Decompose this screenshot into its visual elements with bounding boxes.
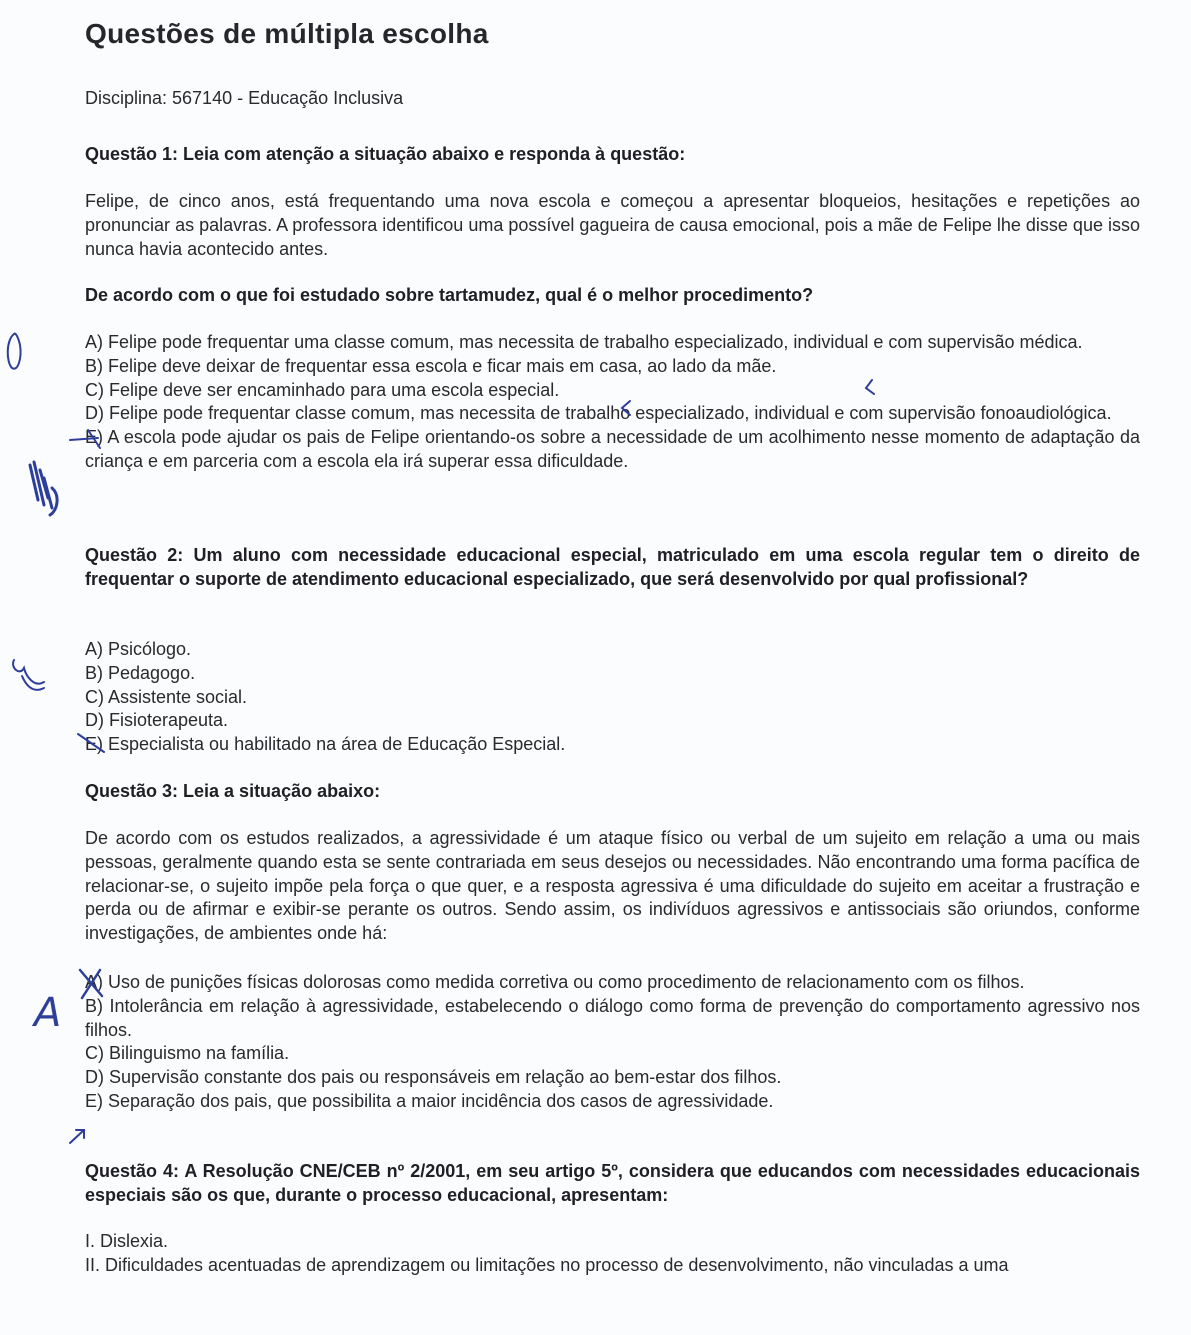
arrow-mark — [70, 1130, 84, 1143]
question-3-text: De acordo com os estudos realizados, a agressividade é um ataque físico ou verbal de um sujeito em relação a uma ou mais pessoas, geralmente quando esta se sente contrariada em seus desejos ou necessidades. Não encontrando uma forma pacífica de relacionar-se, o sujeito impõe pela força o que quer, e a resposta agressiva é uma dificuldade do sujeito em aceitar a frustração e perda ou de afirmar e exibir-se perante os outros. Sendo assim, os indivíduos agressivos e antissociais são oriundos, conforme investigações, de ambientes onde há: — [85, 828, 1140, 944]
option-d: D) Fisioterapeuta. — [85, 710, 229, 731]
option-b: B) Intolerância em relação à agressividade, estabelecendo o diálogo como forma de prevenção do comportamento agressivo nos filhos. — [85, 995, 1140, 1040]
option-e: E) Separação dos pais, que possibilita a maior incidência dos casos de agressividade. — [85, 1090, 774, 1111]
option-d: D) Supervisão constante dos pais ou responsáveis em relação ao bem-estar dos filhos. — [85, 1067, 782, 1088]
question-1-text: Felipe, de cinco anos, está frequentando uma nova escola e começou a apresentar bloqueios, hesitações e repetições ao pronunciar as palavras. A professora identificou uma possível gagueira de causa emocional, pois a mãe de Felipe lhe disse que isso nunca havia acontecido antes. — [85, 191, 1140, 259]
page-title: Questões de múltipla escolha — [85, 18, 489, 49]
check-mark-b — [866, 380, 874, 394]
question-4-heading: Questão 4: A Resolução CNE/CEB nº 2/2001, em seu artigo 5º, considera que educandos com necessidades educacionais especiais são os que, durante o processo educacional, apresentam: — [85, 1161, 1140, 1205]
question-2-heading: Questão 2: Um aluno com necessidade educacional especial, matriculado em uma escola regular tem o direito de frequentar o suporte de atendimento educacional especializado, que será desenvolvido por qual profissional? — [85, 545, 1140, 589]
option-c: C) Assistente social. — [85, 686, 248, 707]
scribble-mark — [30, 462, 57, 515]
question-1-heading: Questão 1: Leia com atenção a situação abaixo e responda à questão: — [85, 144, 686, 164]
question-1-prompt: De acordo com o que foi estudado sobre tartamudez, qual é o melhor procedimento? — [85, 285, 814, 305]
check-mark-c — [622, 401, 630, 415]
option-c: C) Bilinguismo na família. — [85, 1043, 290, 1064]
cross-a-q3 — [80, 970, 102, 998]
option-e: E) Especialista ou habilitado na área de Educação Especial. — [85, 734, 566, 755]
option-b: B) Felipe deve deixar de frequentar essa escola e ficar mais em casa, ao lado da mãe. — [85, 355, 777, 376]
handwritten-answer-a: A — [34, 990, 62, 1036]
question-3-heading: Questão 3: Leia a situação abaixo: — [85, 781, 381, 801]
strike-d-q1 — [70, 430, 100, 448]
option-b: B) Pedagogo. — [85, 662, 196, 683]
circle-mark — [8, 333, 21, 368]
option-a: A) Psicólogo. — [85, 639, 192, 659]
option-c: C) Felipe deve ser encaminhado para uma escola especial. — [85, 379, 560, 400]
item-i: I. Dislexia. — [85, 1231, 169, 1251]
item-ii: II. Dificuldades acentuadas de aprendizagem ou limitações no processo de desenvolvimento, não vinculadas a uma — [85, 1254, 1009, 1275]
option-e: E) A escola pode ajudar os pais de Felipe orientando-os sobre a necessidade de um acolhimento nesse momento de adaptação da criança e em parceria com a escola ela irá superar essa dificuldade. — [85, 427, 1140, 471]
option-d: D) Felipe pode frequentar classe comum, mas necessita de trabalho especializado, individual e com supervisão fonoaudiológica. — [85, 403, 1112, 424]
strike-e-q2 — [78, 734, 104, 752]
option-a: A) Felipe pode frequentar uma classe comum, mas necessita de trabalho especializado, individual e com supervisão médica. — [85, 332, 1083, 352]
scribble-q2 — [13, 660, 44, 690]
discipline: Disciplina: 567140 - Educação Inclusiva — [85, 88, 404, 108]
option-a: A) Uso de punições físicas dolorosas como medida corretiva ou como procedimento de relacionamento com os filhos. — [85, 972, 1025, 992]
